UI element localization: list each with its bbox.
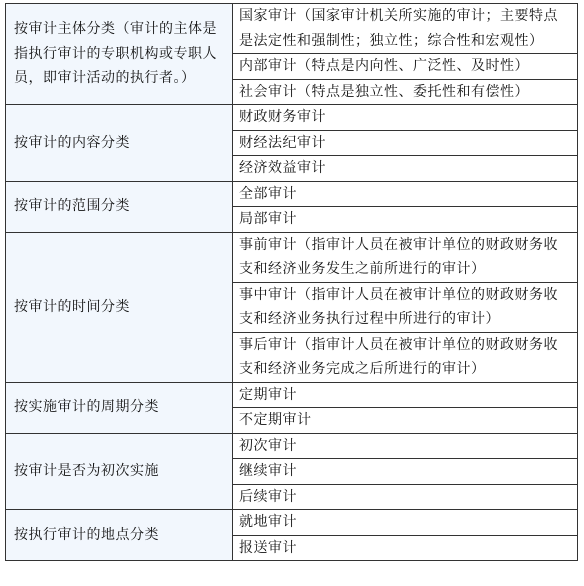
table-row <box>6 510 578 536</box>
table-row <box>6 4 578 54</box>
table-row <box>6 382 578 408</box>
item-cell: 继续审计 <box>233 459 578 485</box>
item-cell: 事中审计（指审计人员在被审计单位的财政财务收支和经济业务执行过程中所进行的审计） <box>233 282 578 332</box>
item-cell: 全部审计 <box>233 181 578 207</box>
item-cell: 社会审计（特点是独立性、委托性和有偿性） <box>233 79 578 105</box>
category-cell: 按实施审计的周期分类 <box>6 382 233 433</box>
category-cell: 按审计的时间分类 <box>6 232 233 382</box>
item-cell: 局部审计 <box>233 207 578 233</box>
category-cell: 按审计主体分类（审计的主体是指执行审计的专职机构或专职人员，即审计活动的执行者。） <box>6 4 233 105</box>
item-cell: 经济效益审计 <box>233 156 578 182</box>
table-row <box>6 181 578 207</box>
audit-classification-table <box>5 3 578 561</box>
item-cell: 不定期审计 <box>233 408 578 434</box>
item-cell: 财经法纪审计 <box>233 130 578 156</box>
item-cell: 事后审计（指审计人员在被审计单位的财政财务收支和经济业务完成之后所进行的审计） <box>233 332 578 382</box>
item-cell: 就地审计 <box>233 510 578 536</box>
table-row <box>6 105 578 131</box>
item-cell: 内部审计（特点是内向性、广泛性、及时性） <box>233 54 578 80</box>
category-cell: 按审计的内容分类 <box>6 105 233 182</box>
item-cell: 初次审计 <box>233 433 578 459</box>
category-cell: 按审计的范围分类 <box>6 181 233 232</box>
item-cell: 国家审计（国家审计机关所实施的审计；主要特点是法定性和强制性；独立性；综合性和宏观性） <box>233 4 578 54</box>
category-cell: 按审计是否为初次实施 <box>6 433 233 510</box>
table-row <box>6 433 578 459</box>
item-cell: 后续审计 <box>233 484 578 510</box>
item-cell: 定期审计 <box>233 382 578 408</box>
item-cell: 财政财务审计 <box>233 105 578 131</box>
category-cell: 按执行审计的地点分类 <box>6 510 233 561</box>
item-cell: 报送审计 <box>233 535 578 561</box>
table-row <box>6 232 578 282</box>
item-cell: 事前审计（指审计人员在被审计单位的财政财务收支和经济业务发生之前所进行的审计） <box>233 232 578 282</box>
